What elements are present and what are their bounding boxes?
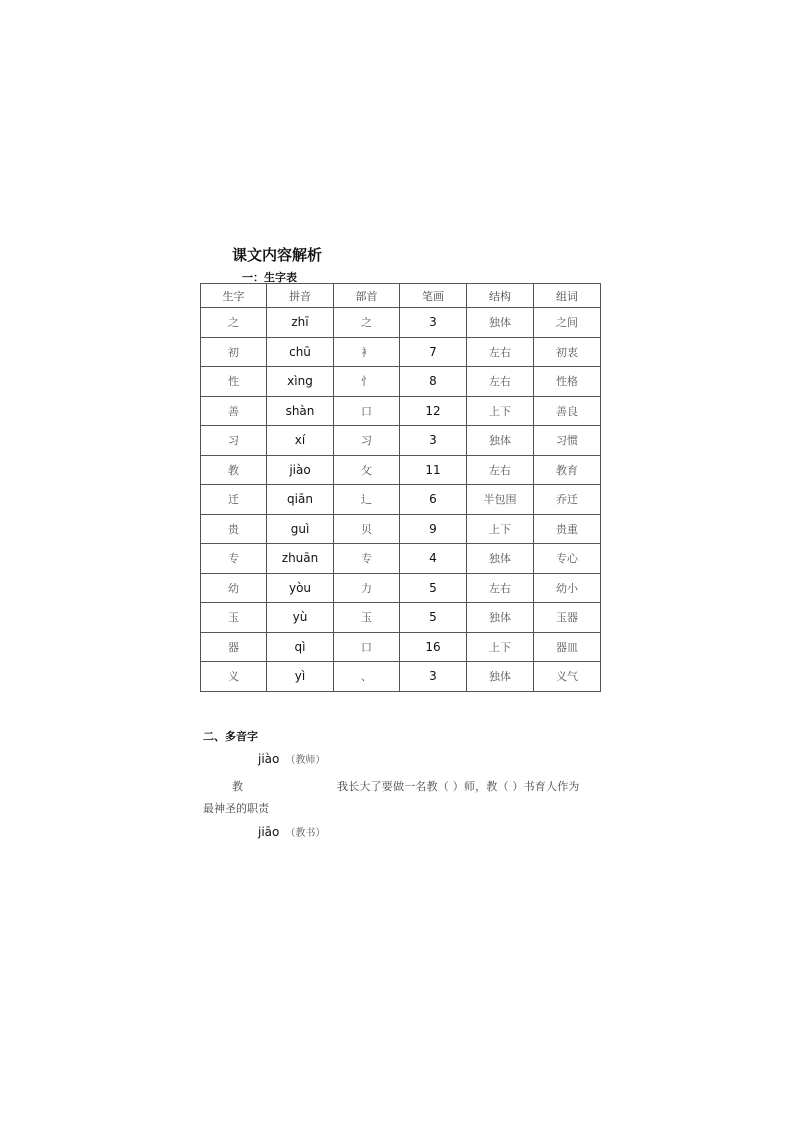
cell-radical: 力 — [334, 573, 400, 603]
cell-radical: 专 — [334, 544, 400, 574]
example-sentence-continuation: 最神圣的职责 — [203, 802, 269, 815]
table-row — [201, 367, 601, 397]
table-row — [201, 662, 601, 692]
cell-character: 幼 — [201, 573, 267, 603]
cell-word: 玉器 — [534, 603, 601, 633]
cell-pinyin: qì — [267, 632, 334, 662]
header-words: 组词 — [534, 284, 601, 308]
cell-structure: 独体 — [467, 544, 534, 574]
pinyin-jiao: jiào — [258, 752, 280, 766]
cell-strokes: 9 — [400, 514, 467, 544]
cell-pinyin: yù — [267, 603, 334, 633]
table-row — [201, 426, 601, 456]
cell-pinyin: yì — [267, 662, 334, 692]
cell-radical: 衤 — [334, 337, 400, 367]
table-row — [201, 603, 601, 633]
table-row — [201, 514, 601, 544]
cell-strokes: 16 — [400, 632, 467, 662]
header-radical: 部首 — [334, 284, 400, 308]
cell-character: 善 — [201, 396, 267, 426]
section-title-character-table: 一：生字表 — [242, 271, 297, 284]
cell-strokes: 12 — [400, 396, 467, 426]
reading-line-1 — [258, 751, 325, 766]
section-title-polyphonic: 二、多音字 — [203, 730, 258, 743]
page-title: 课文内容解析 — [232, 246, 323, 264]
header-character: 生字 — [201, 284, 267, 308]
cell-character: 之 — [201, 308, 267, 338]
pinyin-jiao-first-tone: jiāo — [258, 825, 280, 839]
cell-strokes: 6 — [400, 485, 467, 515]
table-row — [201, 544, 601, 574]
cell-strokes: 7 — [400, 337, 467, 367]
cell-word: 性格 — [534, 367, 601, 397]
table-row — [201, 455, 601, 485]
cell-strokes: 3 — [400, 308, 467, 338]
cell-character: 习 — [201, 426, 267, 456]
cell-character: 义 — [201, 662, 267, 692]
cell-radical: 攵 — [334, 455, 400, 485]
cell-radical: 、 — [334, 662, 400, 692]
cell-radical: 玉 — [334, 603, 400, 633]
cell-word: 教育 — [534, 455, 601, 485]
cell-word: 器皿 — [534, 632, 601, 662]
cell-word: 之间 — [534, 308, 601, 338]
cell-structure: 上下 — [467, 632, 534, 662]
cell-strokes: 11 — [400, 455, 467, 485]
cell-character: 贵 — [201, 514, 267, 544]
cell-word: 初衷 — [534, 337, 601, 367]
cell-radical: 辶 — [334, 485, 400, 515]
cell-structure: 上下 — [467, 396, 534, 426]
cell-character: 器 — [201, 632, 267, 662]
cell-pinyin: shàn — [267, 396, 334, 426]
cell-character: 性 — [201, 367, 267, 397]
cell-word: 乔迁 — [534, 485, 601, 515]
table-row — [201, 308, 601, 338]
cell-pinyin: chū — [267, 337, 334, 367]
cell-strokes: 3 — [400, 426, 467, 456]
cell-radical: 忄 — [334, 367, 400, 397]
example-sentence: 我长大了要做一名教（ ）师，教（ ）书育人作为 — [337, 780, 580, 793]
table-row — [201, 337, 601, 367]
word-example-1: （教师） — [285, 755, 326, 766]
cell-radical: 之 — [334, 308, 400, 338]
polyphonic-character: 教 — [232, 780, 243, 793]
cell-strokes: 8 — [400, 367, 467, 397]
cell-word: 贵重 — [534, 514, 601, 544]
header-strokes: 笔画 — [400, 284, 467, 308]
cell-character: 教 — [201, 455, 267, 485]
cell-pinyin: jiào — [267, 455, 334, 485]
cell-word: 专心 — [534, 544, 601, 574]
cell-word: 幼小 — [534, 573, 601, 603]
table-row — [201, 632, 601, 662]
cell-pinyin: zhī — [267, 308, 334, 338]
table-row — [201, 485, 601, 515]
cell-strokes: 4 — [400, 544, 467, 574]
cell-pinyin: xìng — [267, 367, 334, 397]
cell-character: 迁 — [201, 485, 267, 515]
table-row — [201, 573, 601, 603]
cell-pinyin: yòu — [267, 573, 334, 603]
cell-character: 初 — [201, 337, 267, 367]
cell-structure: 左右 — [467, 455, 534, 485]
cell-structure: 独体 — [467, 308, 534, 338]
cell-word: 义气 — [534, 662, 601, 692]
cell-radical: 口 — [334, 632, 400, 662]
cell-character: 玉 — [201, 603, 267, 633]
cell-pinyin: guì — [267, 514, 334, 544]
reading-line-2 — [258, 824, 325, 839]
cell-character: 专 — [201, 544, 267, 574]
cell-pinyin: xí — [267, 426, 334, 456]
cell-structure: 上下 — [467, 514, 534, 544]
cell-word: 习惯 — [534, 426, 601, 456]
cell-strokes: 5 — [400, 573, 467, 603]
cell-structure: 独体 — [467, 426, 534, 456]
cell-word: 善良 — [534, 396, 601, 426]
cell-structure: 独体 — [467, 662, 534, 692]
cell-structure: 独体 — [467, 603, 534, 633]
header-pinyin: 拼音 — [267, 284, 334, 308]
cell-radical: 贝 — [334, 514, 400, 544]
cell-structure: 左右 — [467, 337, 534, 367]
cell-structure: 左右 — [467, 573, 534, 603]
cell-pinyin: zhuān — [267, 544, 334, 574]
character-table — [200, 283, 601, 692]
table-row — [201, 396, 601, 426]
cell-structure: 左右 — [467, 367, 534, 397]
cell-radical: 口 — [334, 396, 400, 426]
cell-radical: 习 — [334, 426, 400, 456]
cell-strokes: 5 — [400, 603, 467, 633]
table-header-row — [201, 284, 601, 308]
cell-strokes: 3 — [400, 662, 467, 692]
header-structure: 结构 — [467, 284, 534, 308]
word-example-2: （教书） — [285, 828, 326, 839]
cell-pinyin: qiān — [267, 485, 334, 515]
cell-structure: 半包围 — [467, 485, 534, 515]
